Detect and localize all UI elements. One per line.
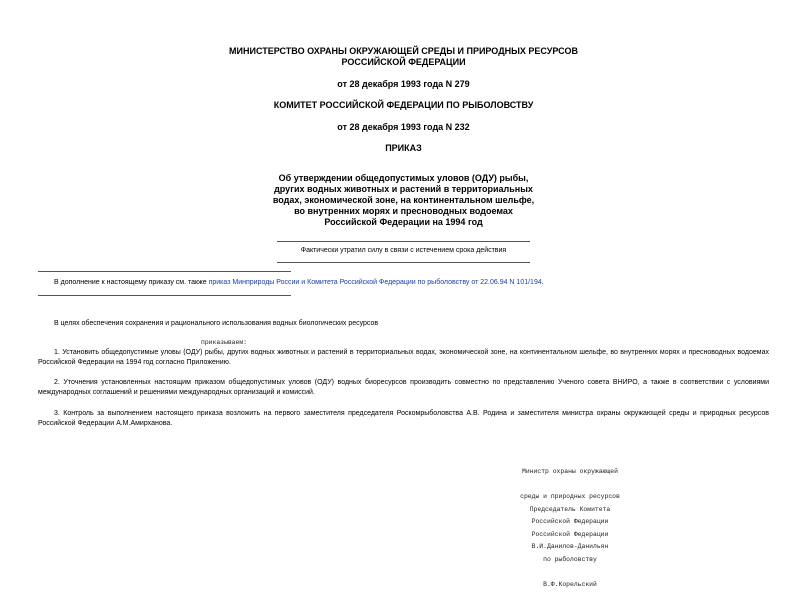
signature-block-committee <box>513 489 627 598</box>
status-bottom-rule <box>277 262 530 263</box>
document-title-line-5: Российской Федерации на 1994 год <box>324 217 483 227</box>
status-top-rule <box>277 241 530 242</box>
document-title-line-3: водах, экономической зоне, на континентальном шельфе, <box>272 195 535 205</box>
addendum-note <box>38 278 778 288</box>
signature-committee-line-3: по рыболовству <box>543 556 597 564</box>
related-order-link[interactable]: приказ Минприроды России и Комитета Российской Федерации по рыболовству от 22.06.94 N 101/194 <box>208 279 542 286</box>
addendum-prefix: В дополнение к настоящему приказу см. также <box>54 279 209 286</box>
order-item-3: 3. Контроль за выполнением настоящего приказа возложить на первого заместителя председателя Роскомрыболовства А.В. Родина и заместителя министра охраны окружающей среды и природных ресурсов Российской Федерации А.М.Амирханова. <box>38 410 769 427</box>
signature-ministry-line-2: среды и природных ресурсов <box>520 493 620 501</box>
ministry-name <box>0 46 807 68</box>
document-title-line-4: во внутренних морях и пресноводных водоемах <box>294 206 513 216</box>
order-item-1: 1. Установить общедопустимые уловы (ОДУ) рыбы, других водных животных и растений в территориальных водах, экономической зоне, на континентальном шельфе, во внутренних морях и пресноводных водоемах Российской Федерации на 1994 год согласно Приложению. <box>38 349 769 366</box>
ministry-name-line-1: МИНИСТЕРСТВО ОХРАНЫ ОКРУЖАЮЩЕЙ СРЕДЫ И ПРИРОДНЫХ РЕСУРСОВ <box>229 46 578 56</box>
order-item-2: 2. Уточнения установленных настоящим приказом общедопустимых уловов (ОДУ) водных биоресурсов производить совместно по представлению Ученого совета ВНИРО, а также в соответствии с условиями международных соглашений и решениями международных организаций и комиссий. <box>38 379 769 396</box>
signature-committee-line-1: Председатель Комитета <box>529 505 611 513</box>
committee-name: КОМИТЕТ РОССИЙСКОЙ ФЕДЕРАЦИИ ПО РЫБОЛОВСТВУ <box>273 100 534 110</box>
addendum-bottom-rule <box>38 295 291 296</box>
ministry-name-line-2: РОССИЙСКОЙ ФЕДЕРАЦИИ <box>341 57 466 67</box>
order-word: приказываем: <box>201 339 248 346</box>
preamble: В целях обеспечения сохранения и рационального использования водных биологических ресурсов <box>54 320 379 327</box>
signature-ministry-line-1: Министр охраны окружающей <box>522 467 618 475</box>
document-title <box>0 173 807 228</box>
signature-ministry-name: В.И.Данилов-Данильян <box>531 543 609 551</box>
signature-ministry-line-3: Российской Федерации <box>531 518 609 526</box>
addendum-suffix: . <box>541 279 544 286</box>
document-type: ПРИКАЗ <box>385 143 422 153</box>
signature-committee-name: В.Ф.Корельский <box>543 581 597 589</box>
ministry-order-date: от 28 декабря 1993 года N 279 <box>337 79 470 89</box>
document-title-line-2: других водных животных и растений в территориальных <box>274 184 533 194</box>
status-note: Фактически утратил силу в связи с истечением срока действия <box>300 247 507 254</box>
addendum-top-rule <box>38 271 291 272</box>
committee-order-date: от 28 декабря 1993 года N 232 <box>337 122 470 132</box>
signature-committee-line-2: Российской Федерации <box>531 531 609 539</box>
document-title-line-1: Об утверждении общедопустимых уловов (ОДУ) рыбы, <box>278 173 529 183</box>
